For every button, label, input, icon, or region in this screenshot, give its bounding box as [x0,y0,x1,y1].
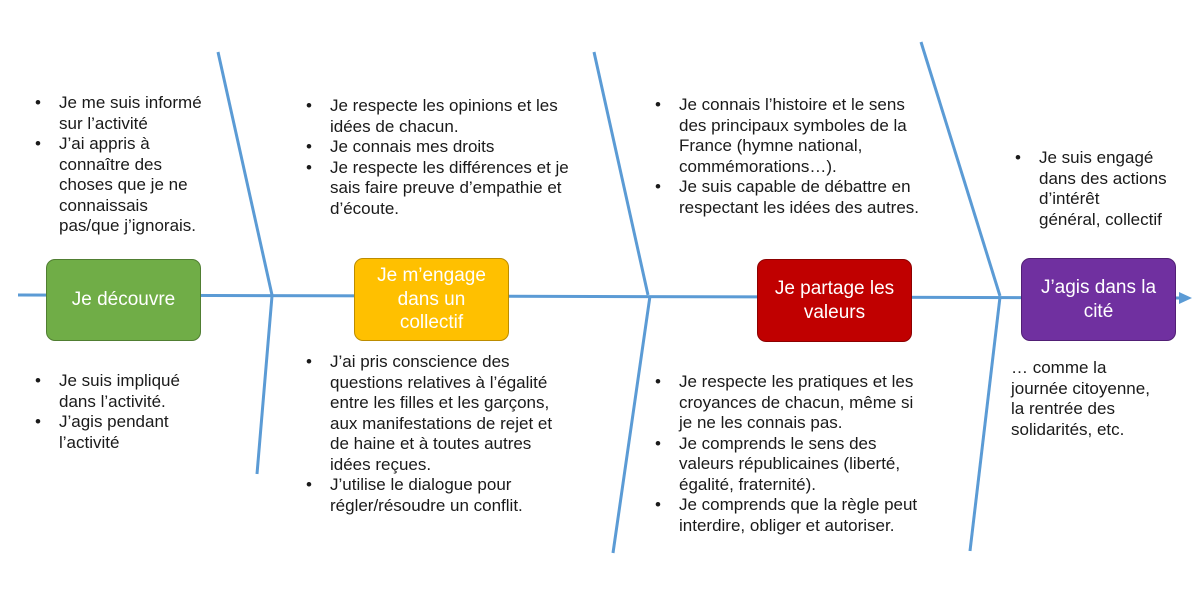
top-bullets-3 [651,95,979,218]
stage-j-agis: J’agis dans la cité [1021,258,1176,341]
list-item: • Je suis capable de débattre en respectant les idées des autres. [679,177,979,218]
final-note: … comme la journée citoyenne, la rentrée des solidarités, etc. [1011,358,1150,439]
top-bullets-2 [302,96,630,219]
list-item: • Je suis impliqué dans l’activité. [59,371,239,412]
list-item: • Je connais l’histoire et le sens des principaux symboles de la France (hymne national, commémorations…). [679,95,979,177]
bottom-bullets-3 [651,372,979,536]
list-item: • Je comprends que la règle peut interdire, obliger et autoriser. [679,495,979,536]
list-item: • Je me suis informé sur l’activité [59,93,259,134]
list-item: • J’ai appris à connaître des choses que je ne connaissais pas/que j’ignorais. [59,134,259,237]
list-item: • Je suis engagé dans des actions d’intérêt général, collectif [1039,148,1200,230]
list-item: • J’ai pris conscience des questions relatives à l’égalité entre les filles et les garçons, aux manifestations de rejet et de haine et à toutes autres idées reçues. [330,352,630,475]
list-item: • Je connais mes droits [330,137,630,158]
list-item: • Je respecte les pratiques et les croyances de chacun, même si je ne les connais pas. [679,372,979,434]
list-item: • Je comprends le sens des valeurs républicaines (liberté, égalité, fraternité). [679,434,979,496]
bone-1-bottom [257,296,272,474]
stage-je-partage: Je partage les valeurs [757,259,912,342]
stage-je-decouvre: Je découvre [46,259,201,341]
top-bullets-1 [31,93,259,237]
spine-arrowhead [1179,292,1192,304]
bottom-bullets-1 [31,371,239,453]
top-bullets-4 [1011,148,1200,230]
list-item: • Je respecte les opinions et les idées de chacun. [330,96,630,137]
list-item: • J’utilise le dialogue pour régler/résoudre un conflit. [330,475,630,516]
list-item: • Je respecte les différences et je sais faire preuve d’empathie et d’écoute. [330,158,630,220]
bottom-bullets-2 [302,352,630,516]
list-item: • J’agis pendant l’activité [59,412,239,453]
stage-je-m-engage: Je m’engage dans un collectif [354,258,509,341]
